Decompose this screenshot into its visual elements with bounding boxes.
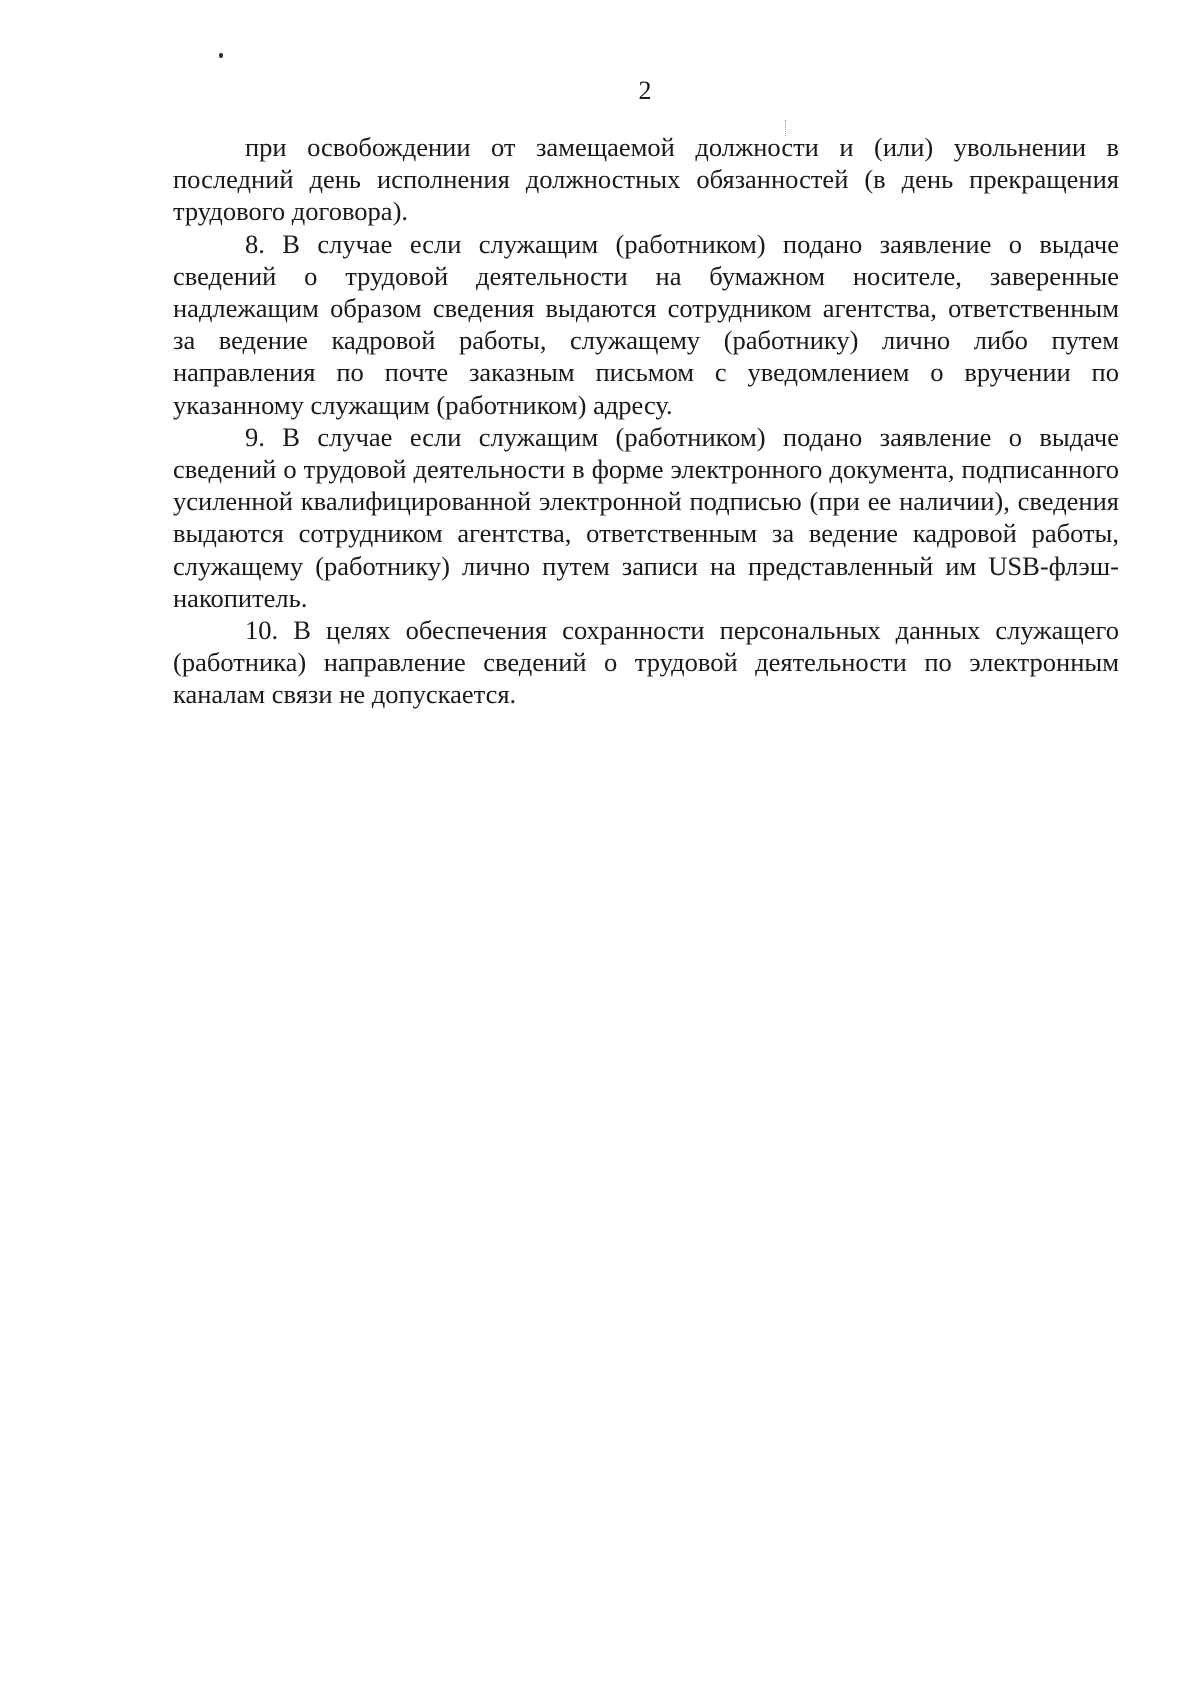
document-body: [173, 131, 1119, 711]
paragraph-8: 8. В случае если служащим (работником) подано заявление о выдаче сведений о трудовой деятельности на бумажном носителе, заверенные надлежащим образом сведения выдаются сотрудником агентства, ответственным за ведение кадровой работы, служащему (работнику) лично либо путем направления по почте заказным письмом с уведомлением о вручении по указанному служащим (работником) адресу.: [173, 228, 1119, 420]
scan-artifact-dot: [219, 53, 223, 58]
page-number: 2: [638, 76, 652, 105]
paragraph-10: 10. В целях обеспечения сохранности персональных данных служащего (работника) направление сведений о трудовой деятельности по электронным каналам связи не допускается.: [173, 615, 1119, 710]
paragraph-9: 9. В случае если служащим (работником) подано заявление о выдаче сведений о трудовой деятельности в форме электронного документа, подписанного усиленной квалифицированной электронной подписью (при ее наличии), сведения выдаются сотрудником агентства, ответственным за ведение кадровой работы, служащему (работнику) лично путем записи на представленный им USB-флэш-накопитель.: [173, 421, 1119, 613]
paragraph-continuation: при освобождении от замещаемой должности и (или) увольнении в последний день исполнения должностных обязанностей (в день прекращения трудового договора).: [173, 132, 1119, 227]
